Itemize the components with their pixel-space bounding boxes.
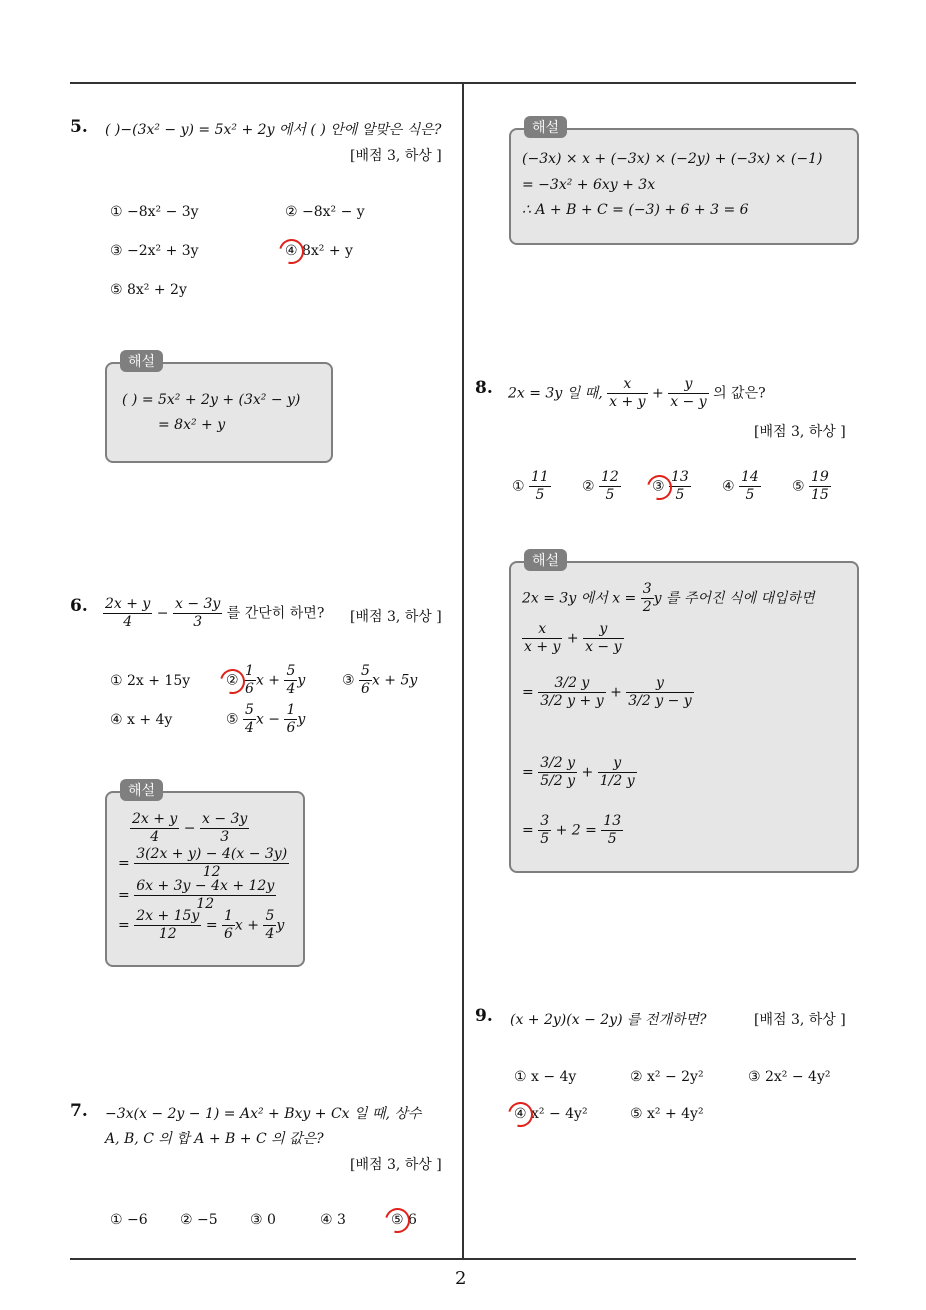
q7-option-1[interactable]: ① −6 bbox=[110, 1212, 148, 1228]
q8s-l5-n2: 13 bbox=[603, 813, 622, 829]
q8-solution-line-3 bbox=[522, 675, 694, 710]
q8s-l5-eq: = bbox=[522, 822, 534, 839]
q5-solution-line-1: ( ) = 5x² + 2y + (3x² − y) bbox=[122, 392, 301, 408]
q6-solution-line-2 bbox=[118, 846, 289, 881]
q6s-l4-f2n: 5 bbox=[265, 908, 275, 924]
page-number: 2 bbox=[455, 1268, 467, 1289]
q8s-l1-pre: 2x = 3y 에서 x = bbox=[522, 590, 637, 607]
q6s-l4-d: 12 bbox=[158, 926, 177, 942]
q6-o2-f2n: 5 bbox=[286, 663, 296, 679]
q7-option-4[interactable]: ④ 3 bbox=[320, 1212, 346, 1228]
q6-option-3[interactable] bbox=[342, 663, 417, 698]
q8-solution-line-5 bbox=[522, 813, 623, 848]
q6s-l4-eq2: = bbox=[205, 917, 218, 934]
q5-answer-mark bbox=[274, 234, 308, 268]
question-9-score: [배점 3, 하상 ] bbox=[754, 1012, 846, 1028]
q6-o2-f1n: 1 bbox=[245, 663, 254, 679]
q6-frac-2-num: x − 3y bbox=[174, 596, 221, 612]
q8s-l3-d1: 3/2 y + y bbox=[540, 693, 604, 709]
q8s-l1-post: y 를 주어진 식에 대입하면 bbox=[653, 590, 815, 607]
q8s-l2-d1: x + y bbox=[524, 639, 561, 655]
q8-o3-n: 13 bbox=[671, 469, 689, 485]
q9-option-4[interactable]: ④ x² − 4y² bbox=[514, 1106, 588, 1122]
q8s-l4-d2: 1/2 y bbox=[599, 773, 635, 789]
q6s-l4-f1n: 1 bbox=[224, 908, 233, 924]
q6s-l2-d: 12 bbox=[202, 864, 221, 880]
question-6-text bbox=[103, 596, 324, 631]
q6-option-4[interactable]: ④ x + 4y bbox=[110, 712, 173, 728]
q6-o5-mid: x − bbox=[255, 711, 281, 728]
q8-text-post: 의 값은? bbox=[713, 385, 766, 402]
q8-option-2[interactable] bbox=[582, 469, 621, 504]
question-7-score: [배점 3, 하상 ] bbox=[350, 1157, 442, 1173]
q6-o5-f1n: 5 bbox=[245, 702, 254, 718]
q8s-l3-n1: 3/2 y bbox=[538, 675, 605, 693]
q9-option-5[interactable]: ⑤ x² + 4y² bbox=[630, 1106, 704, 1122]
q8s-l5-d2: 5 bbox=[607, 831, 617, 847]
question-7-number: 7. bbox=[70, 1101, 88, 1121]
q8-solution-line-4 bbox=[522, 755, 637, 790]
q6-frac-1 bbox=[103, 596, 152, 631]
q8-f1n: x bbox=[607, 376, 647, 394]
q6-o3-f1n: 5 bbox=[361, 663, 370, 679]
q8-o4-n: 14 bbox=[741, 469, 759, 485]
q6s-l3-eq: = bbox=[118, 887, 130, 904]
q6-o5-f2n: 1 bbox=[286, 702, 296, 718]
question-7-text-line-2: A, B, C 의 합 A + B + C 의 값은? bbox=[105, 1131, 324, 1147]
question-8-text bbox=[508, 376, 766, 411]
q8s-l3-d2: 3/2 y − y bbox=[628, 693, 692, 709]
q6s-l4-n: 2x + 15y bbox=[136, 908, 200, 924]
q7-option-2[interactable]: ② −5 bbox=[180, 1212, 218, 1228]
q6-o3-f1d: 6 bbox=[361, 681, 370, 697]
q7-option-5[interactable]: ⑤ 6 bbox=[391, 1212, 417, 1228]
q8s-l1-n: 3 bbox=[642, 581, 652, 597]
q8s-l2-op: + bbox=[566, 630, 579, 647]
q8s-l4-d1: 5/2 y bbox=[540, 773, 576, 789]
q8-plus: + bbox=[652, 385, 664, 402]
q8-o5-n: 19 bbox=[811, 469, 829, 485]
q8s-l5-n1: 3 bbox=[540, 813, 550, 829]
q6-frac-1-den: 4 bbox=[123, 614, 133, 630]
q6s-l1-n1: 2x + y bbox=[132, 811, 178, 827]
q8-o3-mark: ③ bbox=[652, 478, 665, 495]
q6s-l1-d2: 3 bbox=[220, 829, 230, 845]
q5-option-4[interactable]: ④ 8x² + y bbox=[285, 243, 353, 259]
q5-solution-line-2: = 8x² + y bbox=[158, 417, 226, 433]
q8s-l3-n2: y bbox=[626, 675, 693, 693]
q7-answer-mark bbox=[380, 1203, 414, 1237]
q6-frac-2-den: 3 bbox=[193, 614, 203, 630]
question-5-text: ( )−(3x² − y) = 5x² + 2y 에서 ( ) 안에 알맞은 식은? bbox=[105, 122, 442, 138]
q5-option-3[interactable]: ③ −2x² + 3y bbox=[110, 243, 199, 259]
question-6-number: 6. bbox=[70, 596, 88, 616]
q9-option-2[interactable]: ② x² − 2y² bbox=[630, 1069, 704, 1085]
q8-o1-n: 11 bbox=[531, 469, 549, 485]
q6-option-1[interactable]: ① 2x + 15y bbox=[110, 673, 191, 689]
question-7-text-line-1: −3x(x − 2y − 1) = Ax² + Bxy + Cx 일 때, 상수 bbox=[105, 1106, 422, 1122]
q8-option-1[interactable] bbox=[512, 469, 551, 504]
q6-o5-end: y bbox=[297, 711, 306, 728]
q8-o2-n: 12 bbox=[601, 469, 619, 485]
q9-option-3[interactable]: ③ 2x² − 4y² bbox=[748, 1069, 831, 1085]
q6-solution-line-1 bbox=[130, 811, 249, 846]
q8-o1-d: 5 bbox=[535, 487, 545, 503]
q8s-l5-d1: 5 bbox=[540, 831, 550, 847]
q8s-l2-n2: y bbox=[583, 621, 623, 639]
q8-o1-mark: ① bbox=[512, 478, 525, 495]
q6-solution-tag: 해설 bbox=[120, 779, 163, 801]
q6-option-2-mark: ② bbox=[226, 672, 239, 689]
q8-solution-line-1 bbox=[522, 581, 815, 616]
q8s-l3-eq: = bbox=[522, 684, 534, 701]
q6s-l4-end: y bbox=[276, 917, 285, 934]
q8-o4-mark: ④ bbox=[722, 478, 735, 495]
question-8-number: 8. bbox=[475, 378, 493, 398]
question-9-number: 9. bbox=[475, 1006, 493, 1026]
q6-solution-line-4 bbox=[118, 908, 284, 943]
q8-f2d: x − y bbox=[670, 394, 707, 410]
q8-option-4[interactable] bbox=[722, 469, 761, 504]
q6-frac-2 bbox=[173, 596, 222, 631]
q8s-l2-n1: x bbox=[522, 621, 562, 639]
q8s-l1-d: 2 bbox=[642, 599, 652, 615]
q8-o4-d: 5 bbox=[745, 487, 755, 503]
q8-o2-d: 5 bbox=[605, 487, 615, 503]
question-9-text: (x + 2y)(x − 2y) 를 전개하면? bbox=[510, 1012, 707, 1028]
q8-solution-line-2 bbox=[522, 621, 624, 656]
q8s-l5-mid: + 2 = bbox=[555, 822, 597, 839]
q6-o5-f2d: 6 bbox=[286, 720, 296, 736]
q8-o5-d: 15 bbox=[811, 487, 829, 503]
q6s-l4-f1d: 6 bbox=[224, 926, 233, 942]
q6-o5-f1d: 4 bbox=[245, 720, 254, 736]
q7-solution-line-2: = −3x² + 6xy + 3x bbox=[522, 177, 656, 193]
q6-minus: − bbox=[156, 605, 169, 622]
q6-o2-mid: x + bbox=[255, 672, 281, 689]
q6s-l1-op: − bbox=[183, 820, 196, 837]
q8s-l4-op: + bbox=[581, 764, 594, 781]
q7-solution-line-1: (−3x) × x + (−3x) × (−2y) + (−3x) × (−1) bbox=[522, 151, 823, 167]
q6s-l4-mid: x + bbox=[234, 917, 259, 934]
q8-f1d: x + y bbox=[609, 394, 646, 410]
q6s-l3-n: 6x + 3y − 4x + 12y bbox=[136, 878, 275, 894]
question-6-score: [배점 3, 하상 ] bbox=[350, 609, 442, 625]
q6s-l2-n: 3(2x + y) − 4(x − 3y) bbox=[136, 846, 288, 862]
q7-solution-tag: 해설 bbox=[524, 116, 567, 138]
question-8-score: [배점 3, 하상 ] bbox=[754, 424, 846, 440]
question-5-score: [배점 3, 하상 ] bbox=[350, 148, 442, 164]
q6-o2-end: y bbox=[297, 672, 306, 689]
q9-option-1[interactable]: ① x − 4y bbox=[514, 1069, 577, 1085]
q6-text-tail: 를 간단히 하면? bbox=[226, 605, 325, 622]
q6s-l3-d: 12 bbox=[196, 896, 215, 912]
q8-text-pre: 2x = 3y 일 때, bbox=[508, 385, 603, 402]
q8-solution-tag: 해설 bbox=[524, 549, 567, 571]
q6-o2-f2d: 4 bbox=[286, 681, 296, 697]
q6-frac-1-num: 2x + y bbox=[105, 596, 151, 612]
q6-o2-f1d: 6 bbox=[245, 681, 254, 697]
q6s-l1-n2: x − 3y bbox=[201, 811, 248, 827]
q5-solution-tag: 해설 bbox=[120, 350, 163, 372]
q9-answer-mark bbox=[503, 1097, 537, 1131]
q6s-l4-f2d: 4 bbox=[265, 926, 275, 942]
q6s-l2-eq: = bbox=[118, 855, 130, 872]
q6s-l1-d1: 4 bbox=[150, 829, 160, 845]
q5-option-1[interactable]: ① −8x² − 3y bbox=[110, 204, 199, 220]
bottom-rule bbox=[70, 1258, 856, 1260]
q6-option-5-mark: ⑤ bbox=[226, 711, 239, 728]
q8-option-5[interactable] bbox=[792, 469, 831, 504]
q6-o3-end: x + 5y bbox=[371, 672, 418, 689]
q6-option-3-mark: ③ bbox=[342, 672, 355, 689]
question-5-number: 5. bbox=[70, 117, 88, 137]
q8s-l4-n1: 3/2 y bbox=[540, 755, 576, 771]
q5-option-2[interactable]: ② −8x² − y bbox=[285, 204, 365, 220]
q8-o3-d: 5 bbox=[675, 487, 685, 503]
q8-o2-mark: ② bbox=[582, 478, 595, 495]
q8s-l3-op: + bbox=[610, 684, 622, 701]
q5-option-5[interactable]: ⑤ 8x² + 2y bbox=[110, 282, 187, 298]
q7-solution-line-3: ∴ A + B + C = (−3) + 6 + 3 = 6 bbox=[522, 202, 749, 218]
q8s-l4-n2: y bbox=[598, 755, 637, 773]
q7-option-3[interactable]: ③ 0 bbox=[250, 1212, 276, 1228]
column-divider bbox=[462, 83, 464, 1259]
q8s-l2-d2: x − y bbox=[585, 639, 622, 655]
q5-solution-box bbox=[105, 362, 333, 463]
q8-f2n: y bbox=[668, 376, 708, 394]
q8s-l4-eq: = bbox=[522, 764, 534, 781]
q8-o5-mark: ⑤ bbox=[792, 478, 805, 495]
q6s-l4-eq1: = bbox=[118, 917, 130, 934]
q6-option-5[interactable] bbox=[226, 702, 305, 737]
